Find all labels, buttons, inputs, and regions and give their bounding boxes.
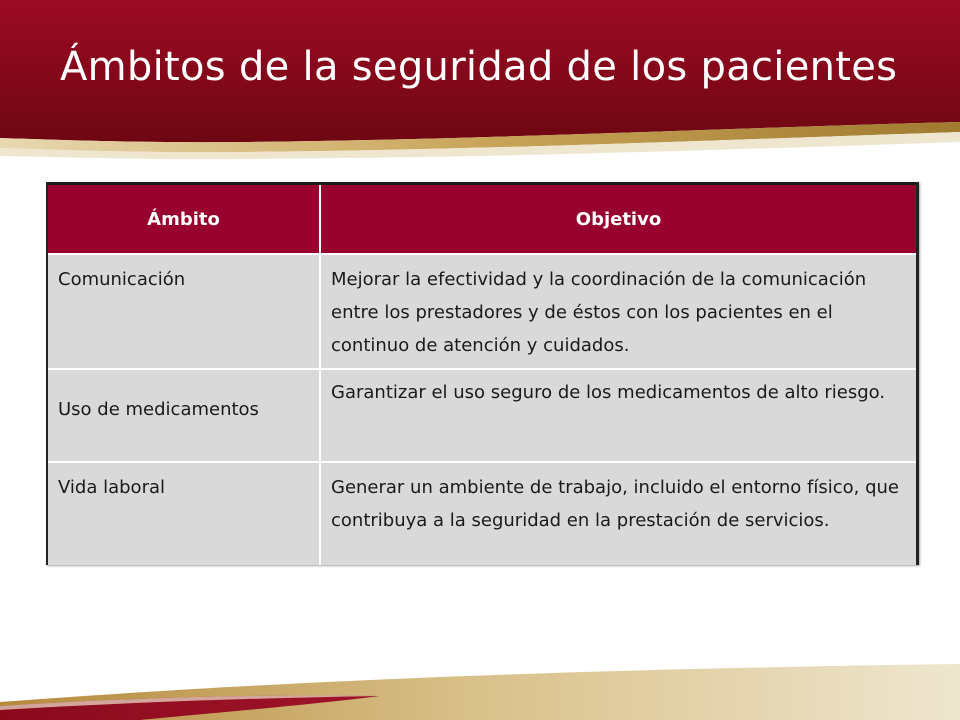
title-banner [0, 0, 960, 160]
cell-ambito: Uso de medicamentos [48, 369, 320, 462]
table-row [48, 254, 916, 369]
cell-objetivo: Generar un ambiente de trabajo, incluido el entorno físico, que contribuya a la seguridad en la prestación de servicios. [320, 462, 916, 565]
cell-objetivo: Mejorar la efectividad y la coordinación de la comunicación entre los prestadores y de éstos con los pacientes en el continuo de atención y cuidados. [320, 254, 916, 369]
table-row [48, 462, 916, 565]
cell-objetivo: Garantizar el uso seguro de los medicamentos de alto riesgo. [320, 369, 916, 462]
ambitos-table [48, 182, 916, 565]
cell-ambito: Vida laboral [48, 462, 320, 565]
table-header-row [48, 184, 916, 255]
slide-title: Ámbitos de la seguridad de los pacientes [60, 44, 898, 90]
column-header-ambito: Ámbito [48, 184, 320, 255]
ambitos-table-container [46, 182, 919, 565]
footer-swoosh [0, 640, 960, 720]
table-row [48, 369, 916, 462]
column-header-objetivo: Objetivo [320, 184, 916, 255]
cell-ambito: Comunicación [48, 254, 320, 369]
